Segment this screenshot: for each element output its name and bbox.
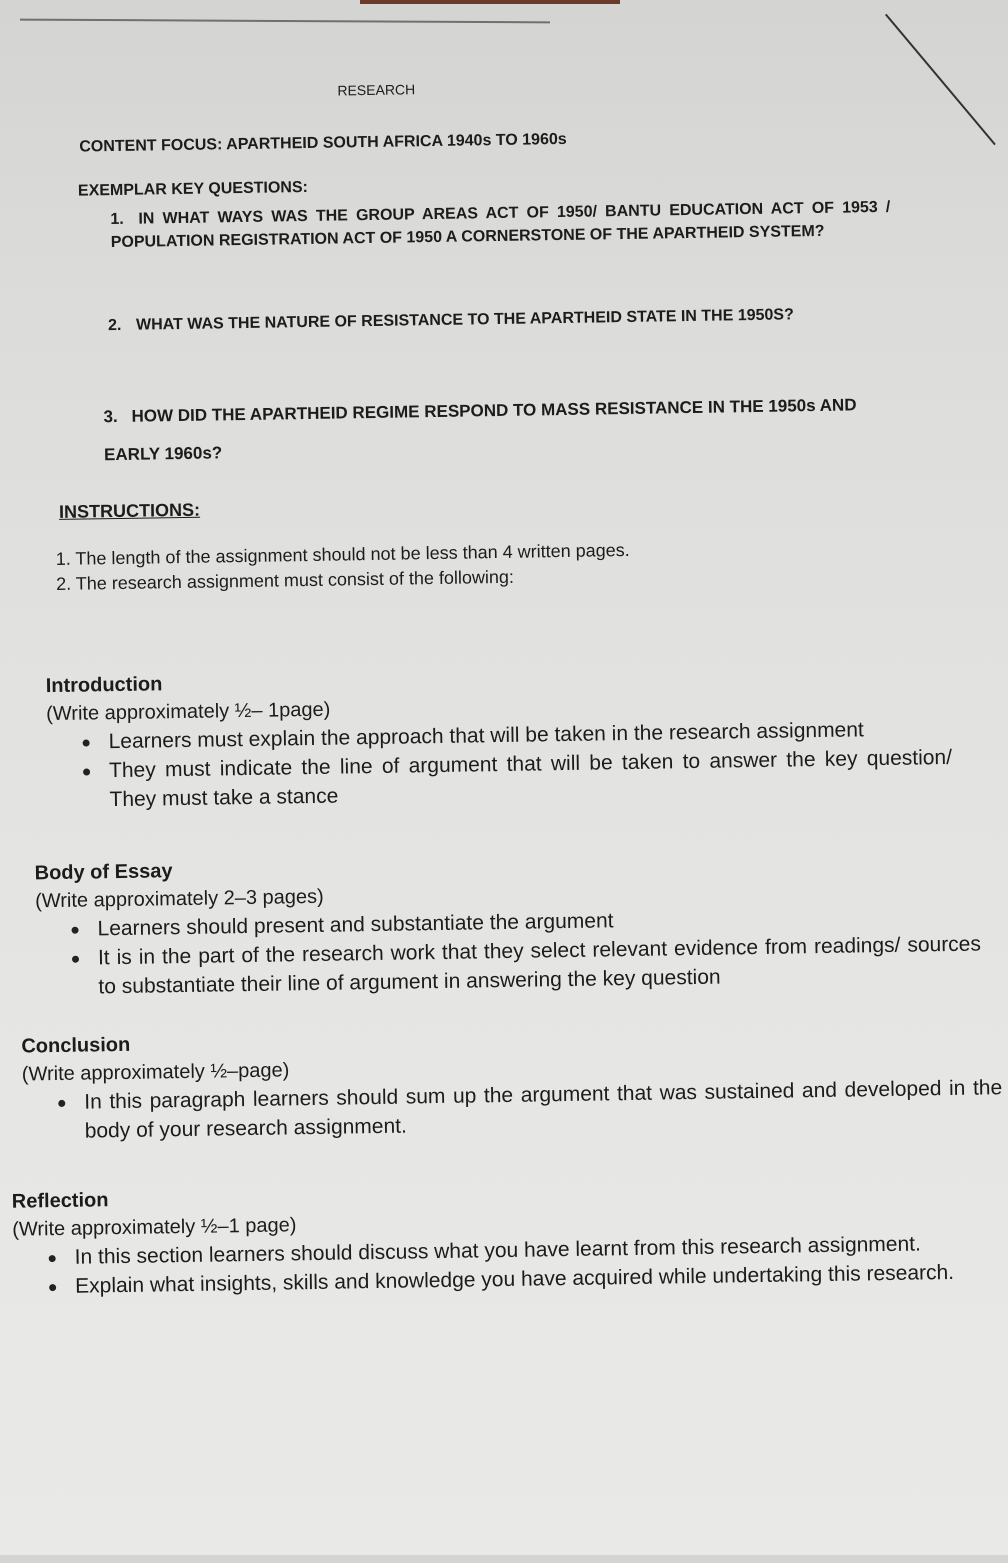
- bullet-item: Learners should present and substantiate the argument: [97, 900, 980, 943]
- bullet-item: In this section learners should discuss what you have learnt from this research assignment.: [74, 1228, 1008, 1272]
- instructions-heading: INSTRUCTIONS:: [58, 499, 201, 522]
- section-subtitle: (Write approximately 2–3 pages): [34, 885, 324, 913]
- section-subtitle: (Write approximately ½–1 page): [12, 1214, 297, 1241]
- bullet-item: Learners must explain the approach that will be taken in the research assignment: [108, 714, 951, 756]
- bullet-item: They must indicate the line of argument that will be taken to answer the key question/ They must take a stance: [109, 743, 953, 814]
- instructions-list: [56, 538, 631, 597]
- bullet-item: In this paragraph learners should sum up the argument that was sustained and developed in the body of your research assignment.: [84, 1073, 1003, 1145]
- bullet-icon: [83, 739, 90, 746]
- content-focus-heading: CONTENT FOCUS: APARTHEID SOUTH AFRICA 1940s TO 1960s: [79, 130, 567, 156]
- bullet-icon: [72, 956, 79, 963]
- bullet-item: Explain what insights, skills and knowledge you have acquired while undertaking this research.: [75, 1257, 1008, 1301]
- section-conclusion: [21, 1017, 1003, 1146]
- section-body-of-essay: [34, 844, 981, 1002]
- bullet-icon: [49, 1255, 56, 1262]
- instruction-item: 1. The length of the assignment should not be less than 4 written pages.: [55, 539, 630, 569]
- section-subtitle: (Write approximately ½– 1page): [45, 698, 331, 726]
- exemplar-questions-heading: EXEMPLAR KEY QUESTIONS:: [77, 178, 309, 200]
- key-question-1: 1. IN WHAT WAYS WAS THE GROUP AREAS ACT OF 1950/ BANTU EDUCATION ACT OF 1953 / POPULATION REGISTRATION ACT OF 1950 A CORNERSTONE OF THE APARTHEID SYSTEM?: [110, 198, 891, 252]
- key-question-2: 2. WHAT WAS THE NATURE OF RESISTANCE TO THE APARTHEID STATE IN THE 1950S?: [107, 306, 794, 335]
- research-label: RESEARCH: [337, 81, 416, 99]
- section-reflection: [12, 1172, 1008, 1302]
- instruction-item: 2. The research assignment must consist of the following:: [55, 566, 515, 594]
- key-question-3: 3. HOW DID THE APARTHEID REGIME RESPOND TO MASS RESISTANCE IN THE 1950s AND EARLY 1960s?: [103, 395, 857, 465]
- section-introduction: [46, 658, 953, 815]
- section-subtitle: (Write approximately ½–page): [21, 1059, 290, 1086]
- bullet-item: It is in the part of the research work that they select relevant evidence from readings/ sources to substantiate their line of argument in answering the key question: [98, 929, 982, 1001]
- bullet-icon: [83, 768, 90, 775]
- bullet-icon: [58, 1100, 65, 1107]
- bullet-icon: [72, 927, 79, 934]
- bullet-icon: [49, 1284, 56, 1291]
- section-title: Conclusion: [21, 1033, 131, 1058]
- section-title: Introduction: [45, 673, 163, 698]
- section-title: Reflection: [11, 1189, 109, 1213]
- section-title: Body of Essay: [34, 860, 173, 885]
